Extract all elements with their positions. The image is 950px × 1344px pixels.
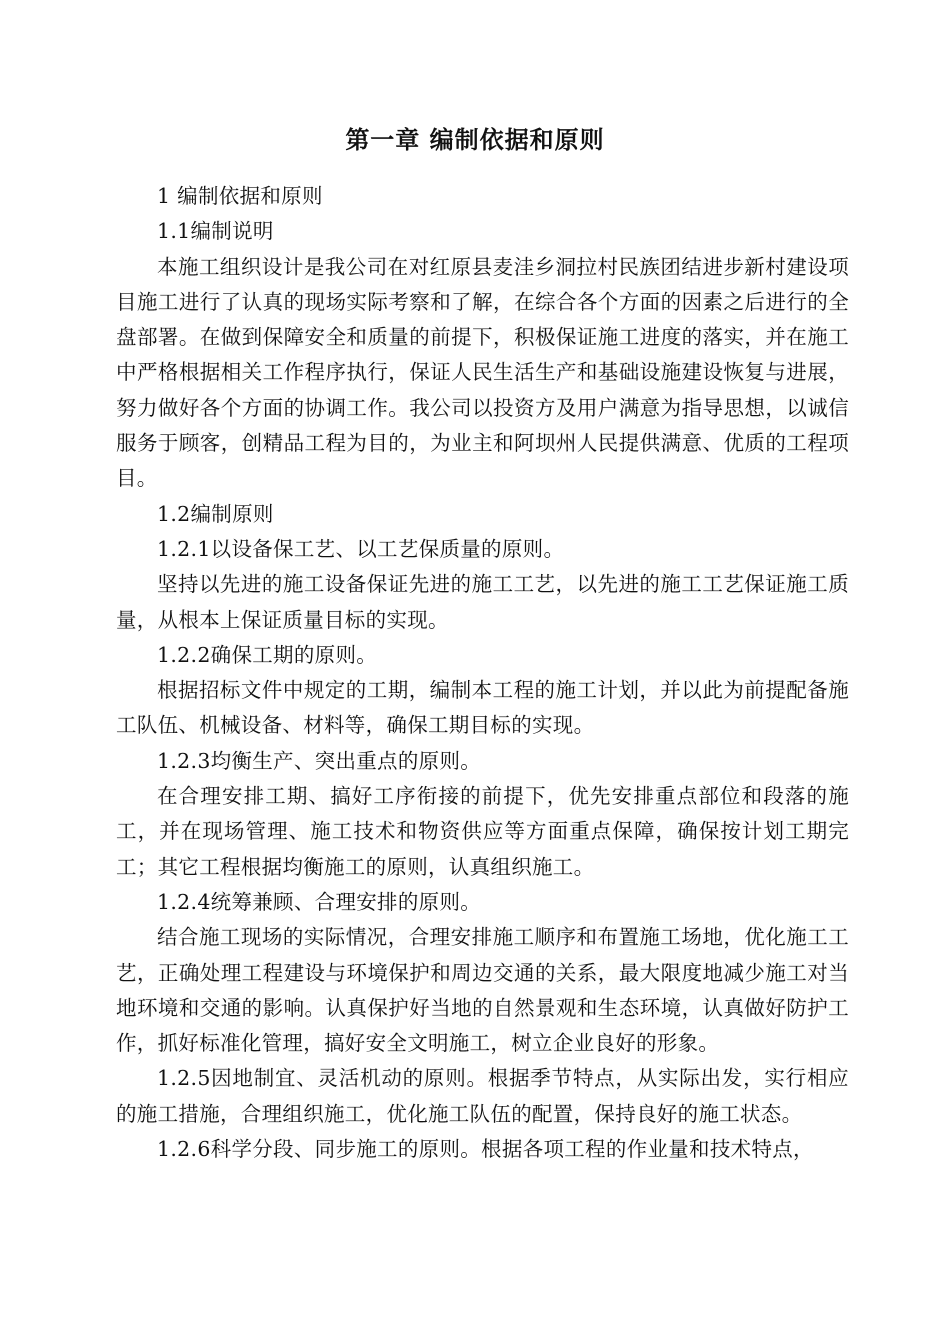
chapter-title: 第一章 编制依据和原则	[345, 126, 605, 154]
body-paragraph: 本施工组织设计是我公司在对红原县麦洼乡洞拉村民族团结进步新村建设项目施工进行了认真的现场实际考察和了解，在综合各个方面的因素之后进行的全盘部署。在做到保障安全和质量的前提下，积极保证施工进度的落实，并在施工中严格根据相关工作程序执行，保证人民生活生产和基础设施建设恢复与进展，努力做好各个方面的协调工作。我公司以投资方及用户满意为指导思想，以诚信服务于顾客，创精品工程为目的，为业主和阿坝州人民提供满意、优质的工程项目。	[116, 254, 849, 491]
subsection-heading: 1.1编制说明	[157, 219, 274, 244]
body-paragraph: 在合理安排工期、搞好工序衔接的前提下，优先安排重点部位和段落的施工，并在现场管理、施工技术和物资供应等方面重点保障，确保按计划工期完工；其它工程根据均衡施工的原则，认真组织施工。	[116, 784, 849, 879]
body-paragraph: 坚持以先进的施工设备保证先进的施工工艺，以先进的施工工艺保证施工质量，从根本上保证质量目标的实现。	[116, 572, 849, 632]
body-paragraph: 结合施工现场的实际情况，合理安排施工顺序和布置施工场地，优化施工工艺，正确处理工程建设与环境保护和周边交通的关系，最大限度地减少施工对当地环境和交通的影响。认真保护好当地的自然景观和生态环境，认真做好防护工作，抓好标准化管理，搞好安全文明施工，树立企业良好的形象。	[116, 925, 849, 1056]
principle-heading: 1.2.4统筹兼顾、合理安排的原则。	[157, 889, 482, 914]
document-body	[116, 179, 849, 1167]
principle-paragraph: 1.2.6科学分段、同步施工的原则。根据各项工程的作业量和技术特点，	[157, 1137, 814, 1162]
section-heading: 1 编制依据和原则	[157, 184, 323, 208]
principle-heading: 1.2.2确保工期的原则。	[157, 642, 378, 667]
principle-heading: 1.2.1以设备保工艺、以工艺保质量的原则。	[157, 536, 565, 561]
principle-paragraph: 1.2.5因地制宜、灵活机动的原则。根据季节特点，从实际出发，实行相应的施工措施，合理组织施工，优化施工队伍的配置，保持良好的施工状态。	[116, 1066, 849, 1126]
principle-heading: 1.2.3均衡生产、突出重点的原则。	[157, 748, 482, 773]
body-paragraph: 根据招标文件中规定的工期，编制本工程的施工计划，并以此为前提配备施工队伍、机械设备、材料等，确保工期目标的实现。	[116, 678, 849, 738]
subsection-heading: 1.2编制原则	[157, 501, 274, 526]
